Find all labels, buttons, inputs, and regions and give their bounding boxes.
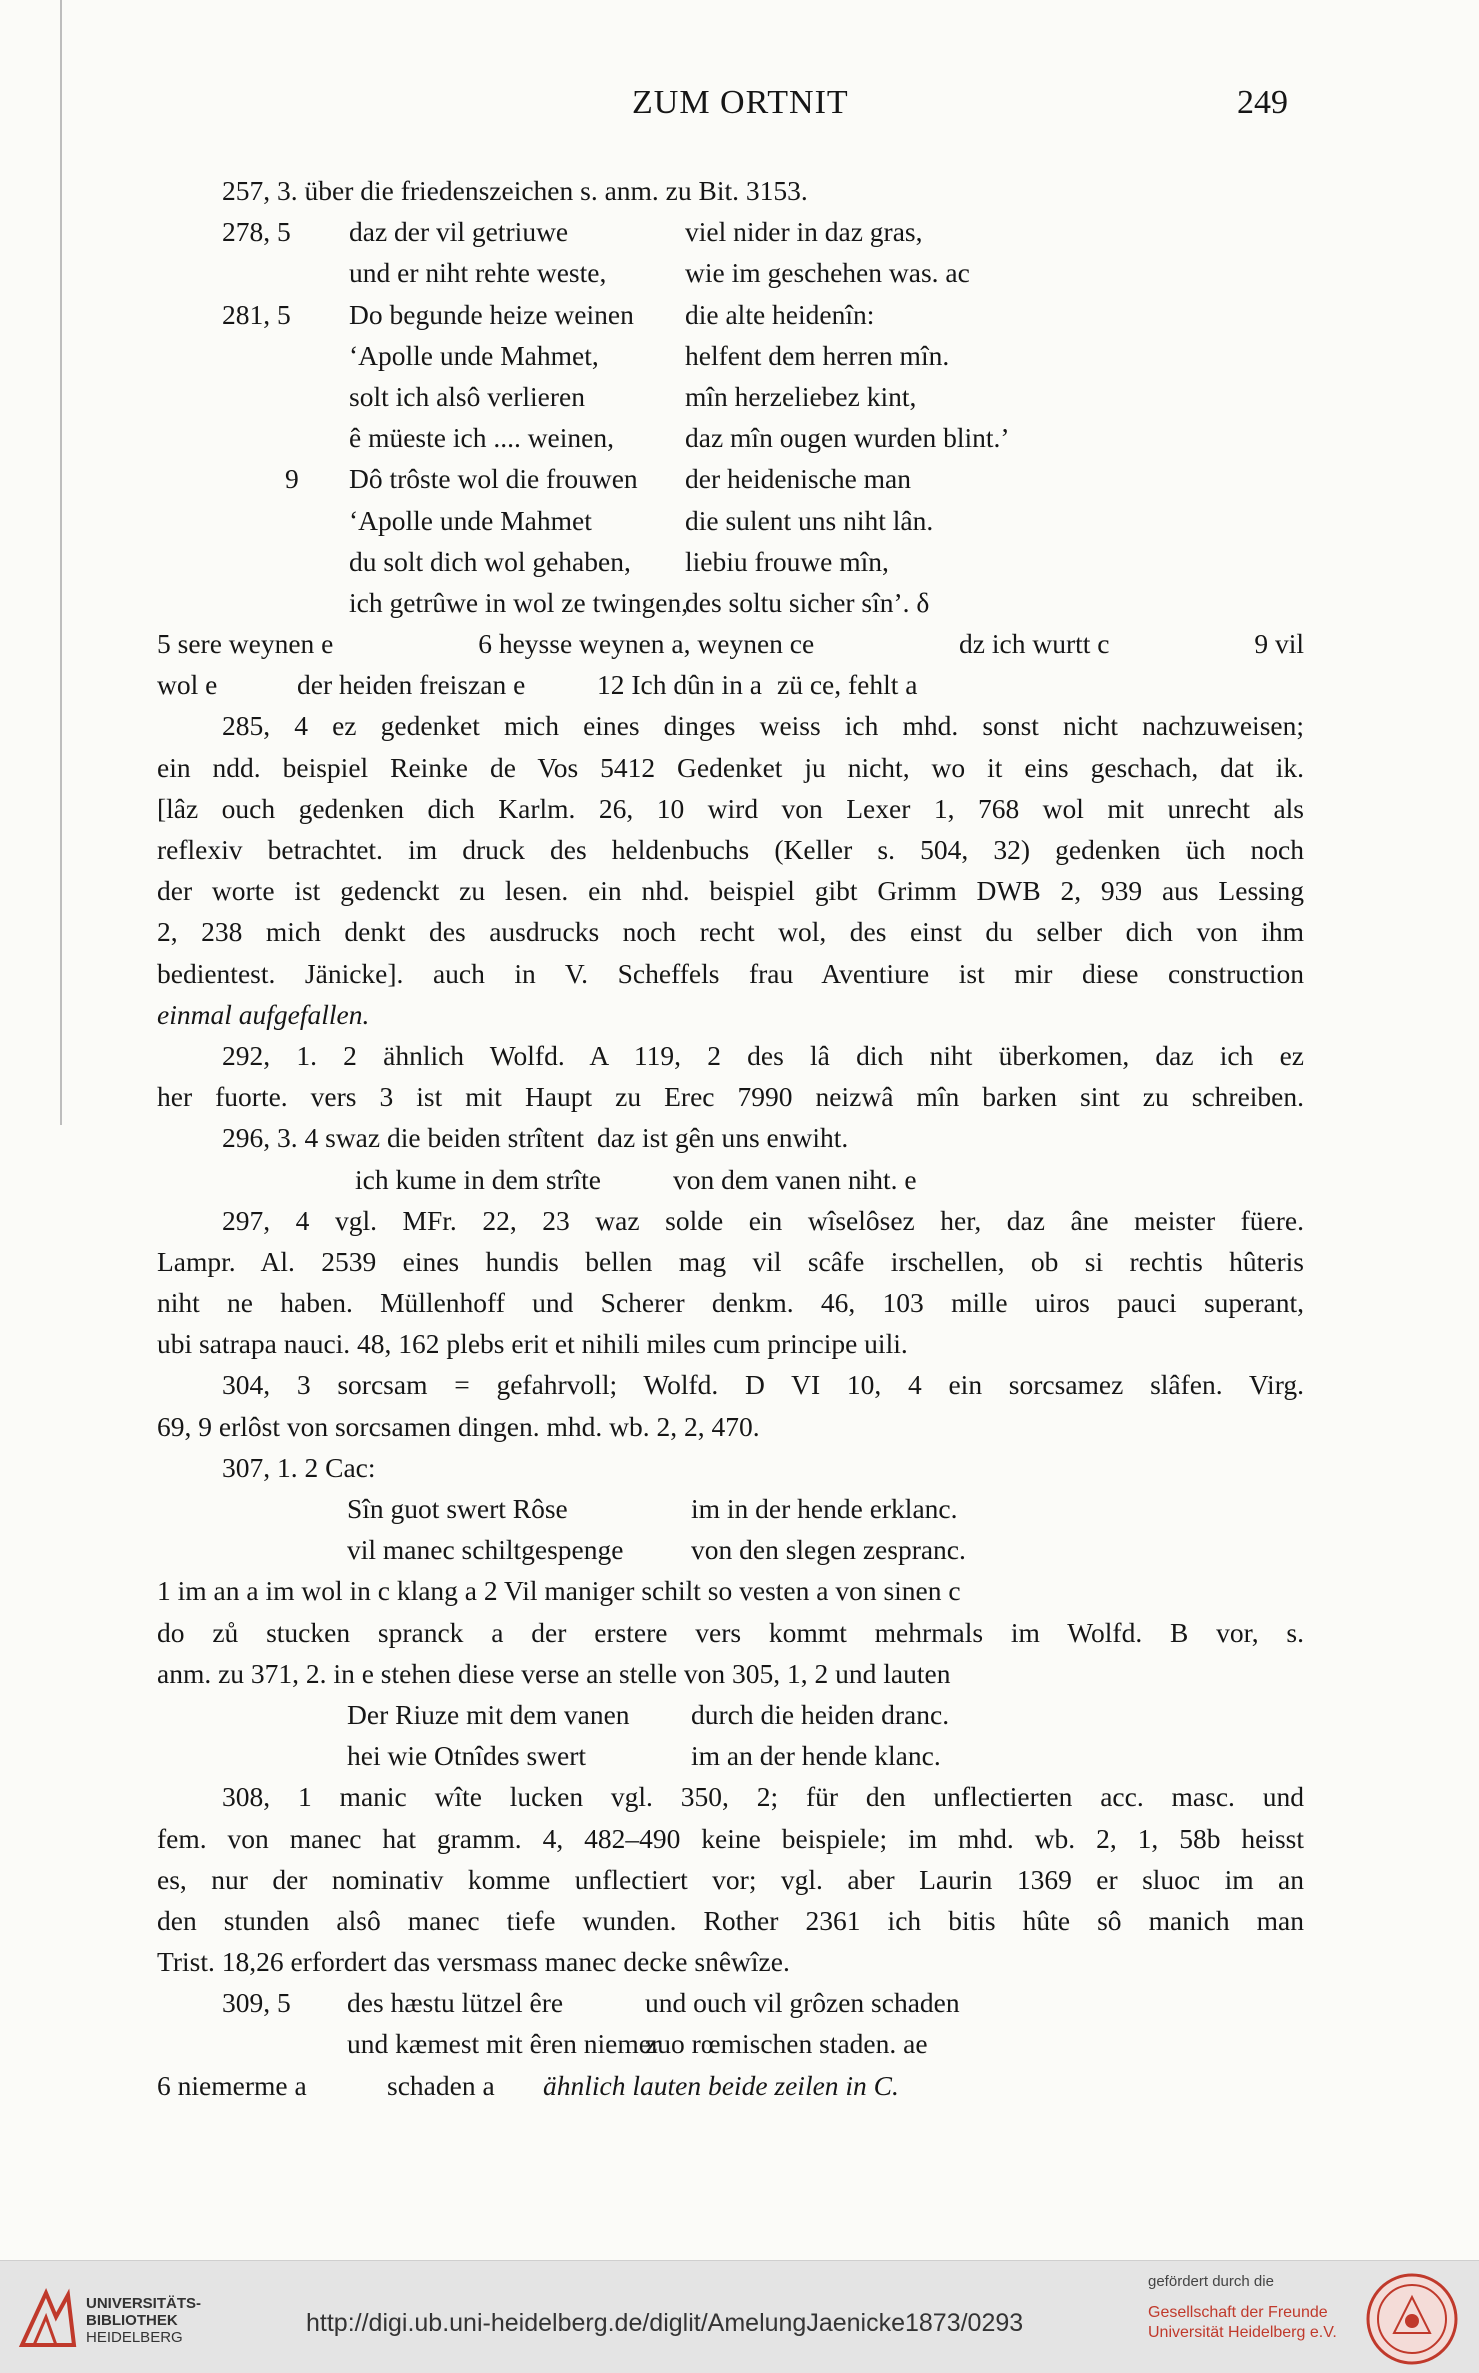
note-292: 292, 1. 2 ähnlich Wolfd. A 119, 2 des lâ dich niht überkomen, daz ich ez	[222, 1039, 1304, 1071]
permalink-url[interactable]: http://digi.ub.uni-heidelberg.de/diglit/AmelungJaenicke1873/0293	[306, 2309, 1024, 2337]
note-304: 304, 3 sorcsam = gefahrvoll; Wolfd. D VI 10, 4 ein sorcsamez slâfen. Virg.	[222, 1369, 1304, 1401]
verse-line: solt ich alsô verlieren mîn herzeliebez kint,	[349, 380, 917, 412]
note-292: her fuorte. vers 3 ist mit Haupt zu Erec 7990 neizwâ mîn barken sint zu schreiben.	[157, 1081, 1304, 1113]
viewer-footer	[0, 2260, 1479, 2373]
verse-line: und er niht rehte weste, wie im geschehen was. ac	[349, 257, 970, 289]
variant-readings: 5 sere weynen e 6 heysse weynen a, weynen ce dz ich wurtt c 9 vil	[157, 628, 1304, 660]
note-308: Trist. 18,26 erfordert das versmass manec decke snêwîze.	[157, 1946, 790, 1978]
note-285: [lâz ouch gedenken dich Karlm. 26, 10 wird von Lexer 1, 768 wol mit unrecht als	[157, 792, 1304, 824]
verse-line: ‘Apolle unde Mahmet, helfent dem herren mîn.	[349, 339, 950, 371]
verse-line: 281, 5 Do begunde heize weinen die alte heidenîn:	[222, 298, 875, 330]
verse-line: ê müeste ich .... weinen, daz mîn ougen wurden blint.’	[349, 422, 1010, 454]
note-285: ein ndd. beispiel Reinke de Vos 5412 Gedenket ju nicht, wo it eins geschach, dat ik.	[157, 751, 1304, 783]
verse-296: ich kume in dem strîte von dem vanen niht. e	[355, 1163, 917, 1195]
note-297: ubi satrapa nauci. 48, 162 plebs erit et nihili miles cum principe uili.	[157, 1328, 908, 1360]
verse-line: ‘Apolle unde Mahmet die sulent uns niht lân.	[349, 504, 934, 536]
verse-307: Sîn guot swert Rôse im in der hende erklanc.	[347, 1493, 958, 1524]
verse-307e: hei wie Otnîdes swert im an der hende klanc.	[347, 1740, 941, 1772]
variant-307: do zů stucken spranck a der erstere vers kommt mehrmals im Wolfd. B vor, s.	[157, 1616, 1304, 1648]
note-297: Lampr. Al. 2539 eines hundis bellen mag vil scâfe irschellen, ob si rechtis hûteris	[157, 1245, 1304, 1277]
note-285: 2, 238 mich denkt des ausdrucks noch recht wol, des einst du selber dich von ihm	[157, 916, 1304, 948]
note-308: den stunden alsô manec tiefe wunden. Rother 2361 ich bitis hûte sô manich man	[157, 1904, 1304, 1936]
note-285: bedientest. Jänicke]. auch in V. Scheffels frau Aventiure ist mir diese construction	[157, 957, 1304, 989]
note-307: 307, 1. 2 Cac:	[222, 1451, 376, 1483]
verse-307e: Der Riuze mit dem vanen durch die heiden dranc.	[347, 1698, 950, 1730]
verse-309: 309, 5 des hæstu lützel êre und ouch vil grôzen schaden	[222, 1987, 960, 2019]
page-number: 249	[1237, 84, 1288, 121]
scan-edge-rule	[60, 0, 62, 1125]
note-285: der worte ist gedenckt zu lesen. ein nhd. beispiel gibt Grimm DWB 2, 939 aus Lessing	[157, 875, 1304, 907]
note-308: 308, 1 manic wîte lucken vgl. 350, 2; für den unflectierten acc. masc. und	[222, 1781, 1304, 1813]
note-285: einmal aufgefallen.	[157, 998, 370, 1030]
page-body	[157, 170, 1304, 2106]
running-header	[0, 84, 1479, 128]
verse-line: 278, 5 daz der vil getriuwe viel nider in daz gras,	[222, 216, 923, 248]
university-library-logo-icon	[16, 2287, 80, 2351]
note-285: 285, 4 ez gedenket mich eines dinges weiss ich mhd. sonst nicht nachzuweisen;	[222, 710, 1304, 742]
variant-307: 1 im an a im wol in c klang a 2 Vil maniger schilt so vesten a von sinen c	[157, 1575, 961, 1607]
note-285: reflexiv betrachtet. im druck des heldenbuchs (Keller s. 504, 32) gedenken üch noch	[157, 834, 1304, 865]
note-257: 257, 3. über die friedenszeichen s. anm. zu Bit. 3153.	[222, 175, 808, 206]
verse-309: und kæmest mit êren niemerzuo rœmischen staden. ae	[347, 2028, 928, 2060]
funded-by-label: gefördert durch die	[1148, 2273, 1274, 2290]
note-297: 297, 4 vgl. MFr. 22, 23 waz solde ein wîselôsez her, daz âne meister füere.	[222, 1204, 1304, 1236]
university-seal-icon	[1364, 2271, 1460, 2367]
running-title: ZUM ORTNIT	[632, 84, 849, 121]
verse-line: 9 Dô trôste wol die frouwen der heidenische man	[285, 463, 912, 495]
verse-line: ich getrûwe in wol ze twingen, des soltu sicher sîn’. δ	[349, 586, 930, 618]
note-308: fem. von manec hat gramm. 4, 482–490 keine beispiele; im mhd. wb. 2, 1, 58b heisst	[157, 1822, 1304, 1854]
verse-296: 296, 3. 4 swaz die beiden strîtent daz ist gên uns enwiht.	[222, 1122, 849, 1154]
variant-307: anm. zu 371, 2. in e stehen diese verse an stelle von 305, 1, 2 und lauten	[157, 1657, 951, 1689]
note-304: 69, 9 erlôst von sorcsamen dingen. mhd. wb. 2, 2, 470.	[157, 1410, 760, 1442]
variant-309: 6 niemerme a schaden a ähnlich lauten beide zeilen in C.	[157, 2069, 899, 2101]
note-308: es, nur der nominativ komme unflectiert vor; vgl. aber Laurin 1369 er sluoc im an	[157, 1863, 1304, 1895]
note-297: niht ne haben. Müllenhoff und Scherer denkm. 46, 103 mille uiros pauci superant,	[157, 1287, 1304, 1319]
library-name: UNIVERSITÄTS- BIBLIOTHEK HEIDELBERG	[86, 2295, 202, 2346]
funder-name: Gesellschaft der Freunde Universität Heidelberg e.V.	[1148, 2304, 1337, 2341]
variant-readings: wol e der heiden freiszan e 12 Ich dûn in a zü ce, fehlt a	[157, 669, 918, 701]
verse-line: du solt dich wol gehaben, liebiu frouwe mîn,	[349, 545, 889, 577]
verse-307: vil manec schiltgespenge von den slegen zespranc.	[347, 1534, 966, 1566]
